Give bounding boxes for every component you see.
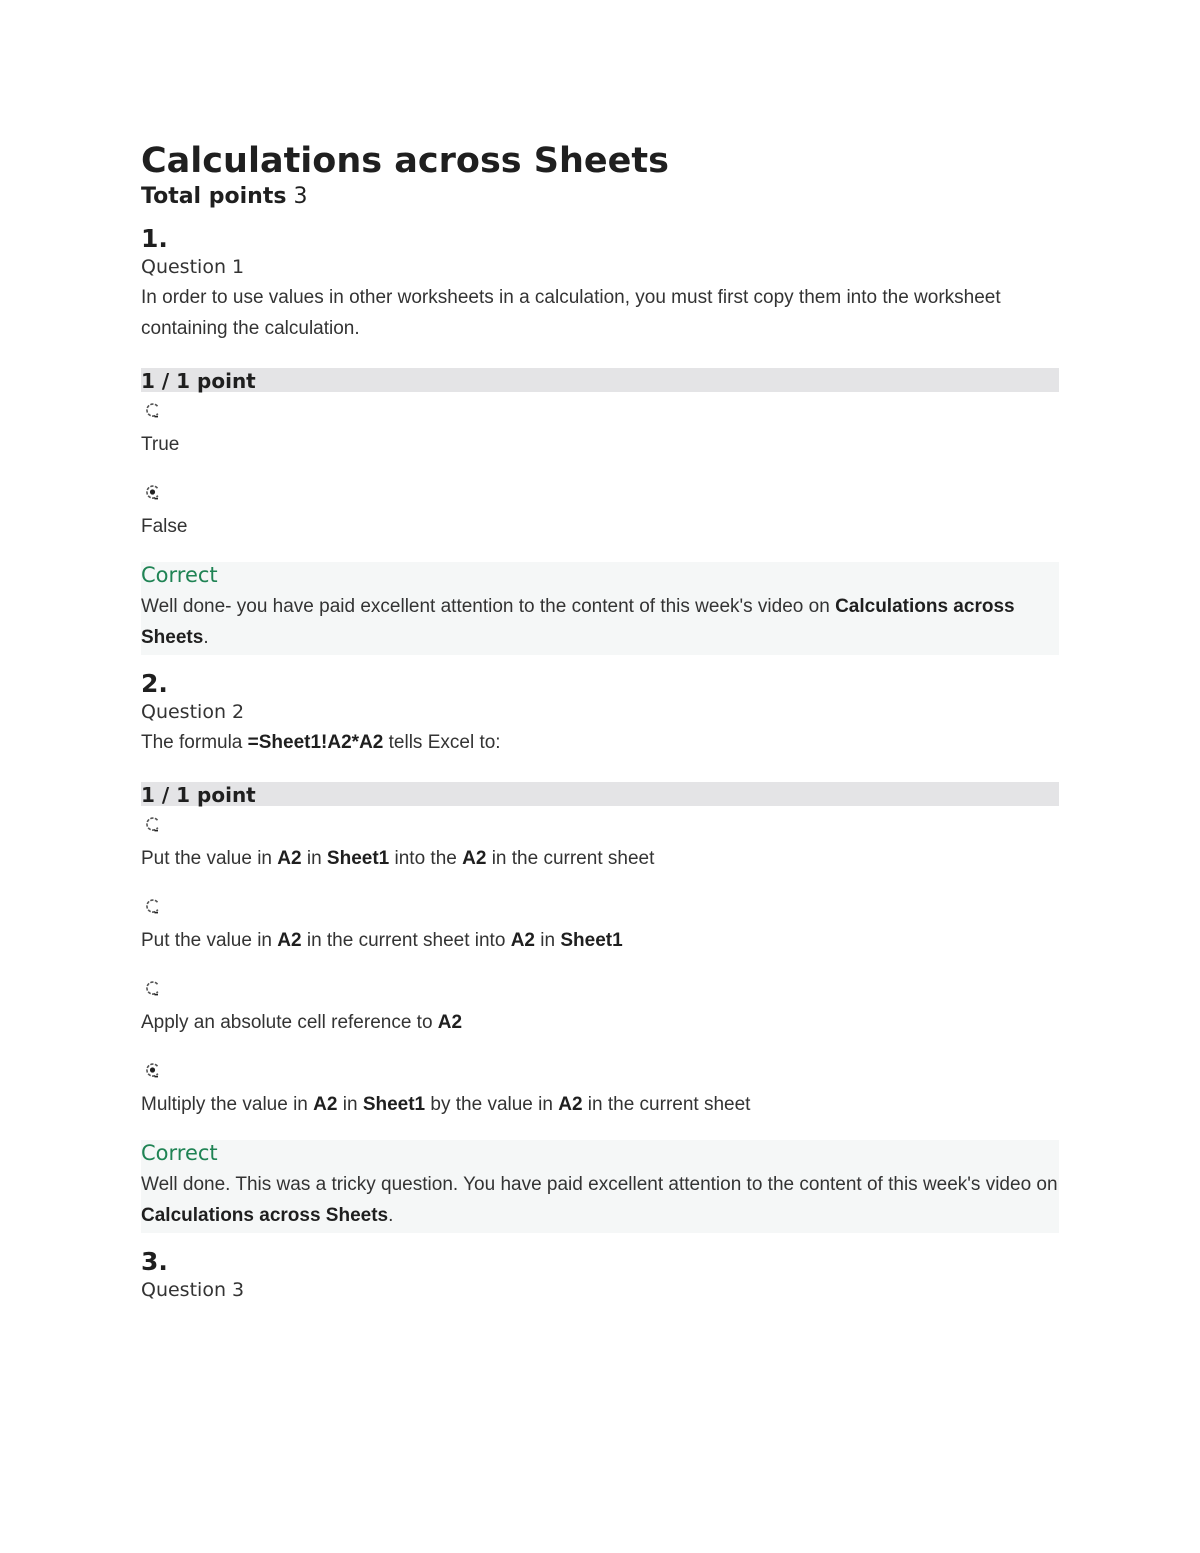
question-label: Question 2 [141, 701, 245, 723]
option-text-part: by the value in [425, 1094, 559, 1115]
feedback-text-part: . [388, 1205, 394, 1226]
radio-unselected-icon[interactable] [145, 898, 161, 914]
total-points [141, 182, 1059, 212]
option-b[interactable] [141, 898, 1059, 954]
option-text-bold: A2 [510, 930, 535, 951]
question-number: 2. [141, 669, 168, 698]
feedback-text [141, 1169, 1059, 1231]
radio-unselected-icon[interactable] [145, 402, 161, 418]
feedback-status: Correct [141, 1141, 218, 1165]
feedback-text [141, 591, 1059, 653]
question-2 [141, 669, 1059, 1233]
option-label: False [141, 516, 188, 537]
question-text-part: tells Excel to: [383, 732, 501, 753]
radio-unselected-icon[interactable] [145, 980, 161, 996]
option-text-bold: Sheet1 [560, 930, 623, 951]
feedback-status: Correct [141, 563, 218, 587]
page-title: Calculations across Sheets [141, 141, 669, 181]
option-text-part: in [301, 848, 327, 869]
points-bar: 1 / 1 point [141, 368, 1059, 392]
option-d[interactable] [141, 1062, 1059, 1118]
radio-selected-icon[interactable] [145, 484, 161, 500]
question-label: Question 1 [141, 256, 245, 278]
quiz-page [141, 140, 1059, 1303]
option-text-part: into the [389, 848, 463, 869]
question-text-part: The formula [141, 732, 248, 753]
radio-selected-icon[interactable] [145, 1062, 161, 1078]
option-text-bold: A2 [277, 848, 302, 869]
radio-unselected-icon[interactable] [145, 816, 161, 832]
question-number: 3. [141, 1247, 168, 1276]
option-label: True [141, 434, 180, 455]
question-label: Question 3 [141, 1279, 245, 1301]
feedback-text-part: . [203, 627, 209, 648]
option-true[interactable] [141, 402, 1059, 458]
option-text-bold: A2 [437, 1012, 463, 1033]
option-a[interactable] [141, 816, 1059, 872]
option-c[interactable] [141, 980, 1059, 1036]
feedback-box [141, 562, 1059, 655]
feedback-box [141, 1140, 1059, 1233]
option-text-bold: A2 [558, 1094, 583, 1115]
points-bar: 1 / 1 point [141, 782, 1059, 806]
option-text-part: in the current sheet [486, 848, 655, 869]
option-text-bold: Sheet1 [326, 848, 390, 869]
option-false[interactable] [141, 484, 1059, 540]
feedback-text-bold: Calculations across Sheets [141, 1205, 389, 1226]
option-text-part: Multiply the value in [141, 1094, 314, 1115]
option-text-bold: A2 [313, 1094, 338, 1115]
feedback-text-part: Well done- you have paid excellent attention to the content of this week's video on [141, 596, 836, 617]
feedback-text-part: Well done. This was a tricky question. You have paid excellent attention to the content of this week's video on [141, 1174, 1058, 1195]
option-text-part: in the current sheet [582, 1094, 751, 1115]
question-text-bold: =Sheet1!A2*A2 [247, 732, 384, 753]
question-text [141, 727, 1059, 758]
option-text-part: in [337, 1094, 363, 1115]
option-text-bold: A2 [462, 848, 487, 869]
option-text-part: Put the value in [141, 848, 278, 869]
question-text: In order to use values in other worksheets in a calculation, you must first copy them into the worksheet containing the calculation. [141, 287, 1001, 339]
option-text-part: Put the value in [141, 930, 278, 951]
option-label [141, 1010, 1059, 1036]
option-text-bold: Sheet1 [362, 1094, 426, 1115]
feedback-text-bold: Calculations across Sheets [141, 596, 1015, 648]
option-text-part: Apply an absolute cell reference to [141, 1012, 438, 1033]
option-label [141, 1092, 1059, 1118]
question-1 [141, 224, 1059, 655]
option-text-part: in [534, 930, 561, 951]
option-text-bold: A2 [277, 930, 302, 951]
option-text-part: in the current sheet into [301, 930, 511, 951]
total-points-label: Total points [141, 184, 287, 209]
question-3 [141, 1247, 1059, 1303]
option-label [141, 846, 1059, 872]
question-number: 1. [141, 224, 168, 253]
option-label [141, 928, 1059, 954]
total-points-value: 3 [293, 184, 308, 209]
